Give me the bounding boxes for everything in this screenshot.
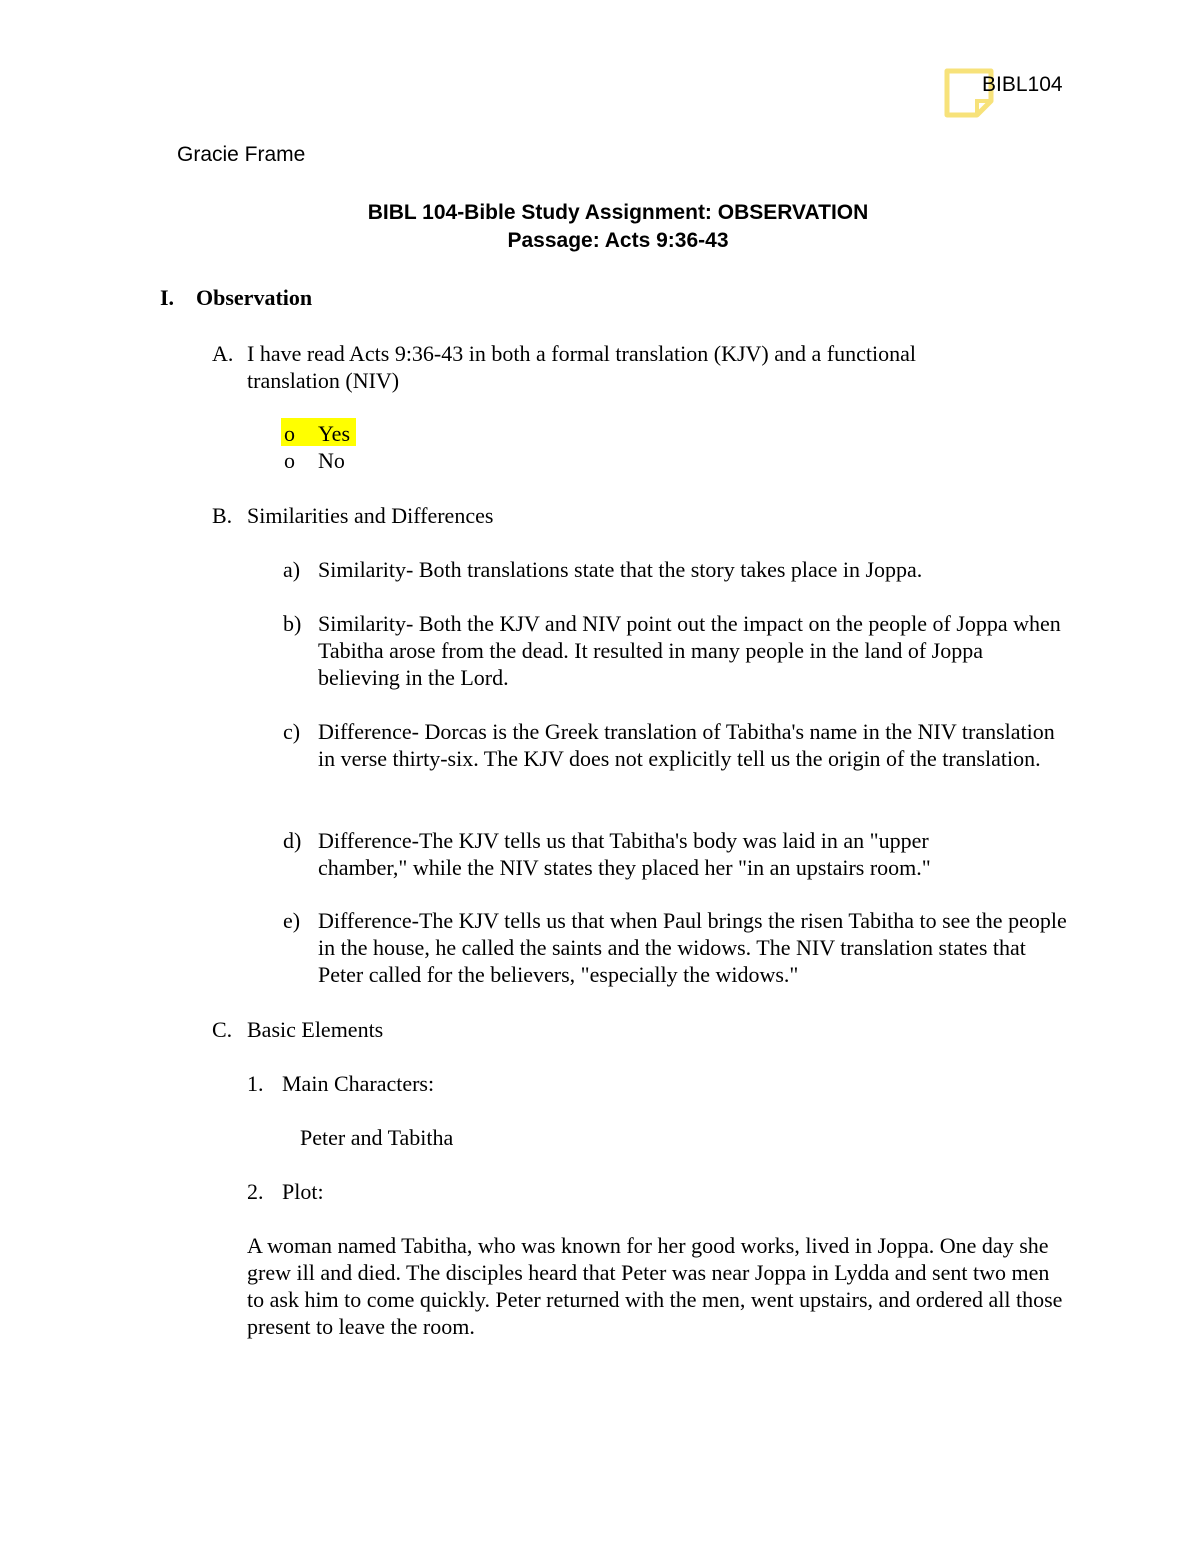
item-c-title: Basic Elements: [247, 1017, 384, 1042]
list-item-marker: d): [283, 828, 302, 853]
section-number: I.: [160, 285, 175, 310]
author-name: Gracie Frame: [177, 143, 306, 166]
item-c-marker: C.: [212, 1017, 233, 1042]
plot-answer: A woman named Tabitha, who was known for her good works, lived in Joppa. One day she grew ill and died. The disciples heard that Peter was near Joppa in Lydda and sent two men to ask him to come quickly. Peter returned with the men, went upstairs, and ordered all those present to leave the room.: [247, 1233, 1063, 1339]
list-item-text: Similarity- Both translations state that the story takes place in Joppa.: [318, 557, 923, 582]
list-item-marker: a): [283, 557, 301, 582]
list-item-text: Difference- Dorcas is the Greek translation of Tabitha's name in the NIV translation in verse thirty-six. The KJV does not explicitly tell us the origin of the translation.: [318, 719, 1055, 771]
course-code-header: BIBL104: [982, 73, 1063, 96]
option-bullet: o: [284, 421, 295, 446]
list-item-marker: e): [283, 908, 301, 933]
item-a-marker: A.: [212, 341, 234, 366]
list-item-marker: c): [283, 719, 301, 744]
list-item-text: Difference-The KJV tells us that Tabitha's body was laid in an "upper chamber," while the NIV states they placed her "in an upstairs room.": [318, 828, 931, 880]
option-no[interactable]: No: [318, 448, 345, 473]
option-yes[interactable]: Yes: [318, 421, 351, 446]
passage-title: Passage: Acts 9:36-43: [507, 229, 729, 252]
plot-label: Plot:: [282, 1179, 324, 1204]
option-bullet: o: [284, 448, 295, 473]
item-b-title: Similarities and Differences: [247, 503, 494, 528]
item-a-text: I have read Acts 9:36-43 in both a formal translation (KJV) and a functional translation (NIV): [247, 341, 916, 393]
assignment-title: BIBL 104-Bible Study Assignment: OBSERVATION: [367, 201, 869, 224]
list-item-text: Difference-The KJV tells us that when Paul brings the risen Tabitha to see the people in the house, he called the saints and the widows. The NIV translation states that Peter called for the believers, "especially the widows.": [318, 908, 1067, 987]
section-title: Observation: [196, 285, 313, 310]
main-characters-label: Main Characters:: [282, 1071, 435, 1096]
main-characters-answer: Peter and Tabitha: [300, 1125, 454, 1150]
list-item-marker: b): [283, 611, 302, 636]
numbered-item-marker: 1.: [247, 1071, 264, 1096]
list-item-text: Similarity- Both the KJV and NIV point out the impact on the people of Joppa when Tabitha arose from the dead. It resulted in many people in the land of Joppa believing in the Lord.: [318, 611, 1061, 690]
numbered-item-marker: 2.: [247, 1179, 264, 1204]
item-b-marker: B.: [212, 503, 233, 528]
